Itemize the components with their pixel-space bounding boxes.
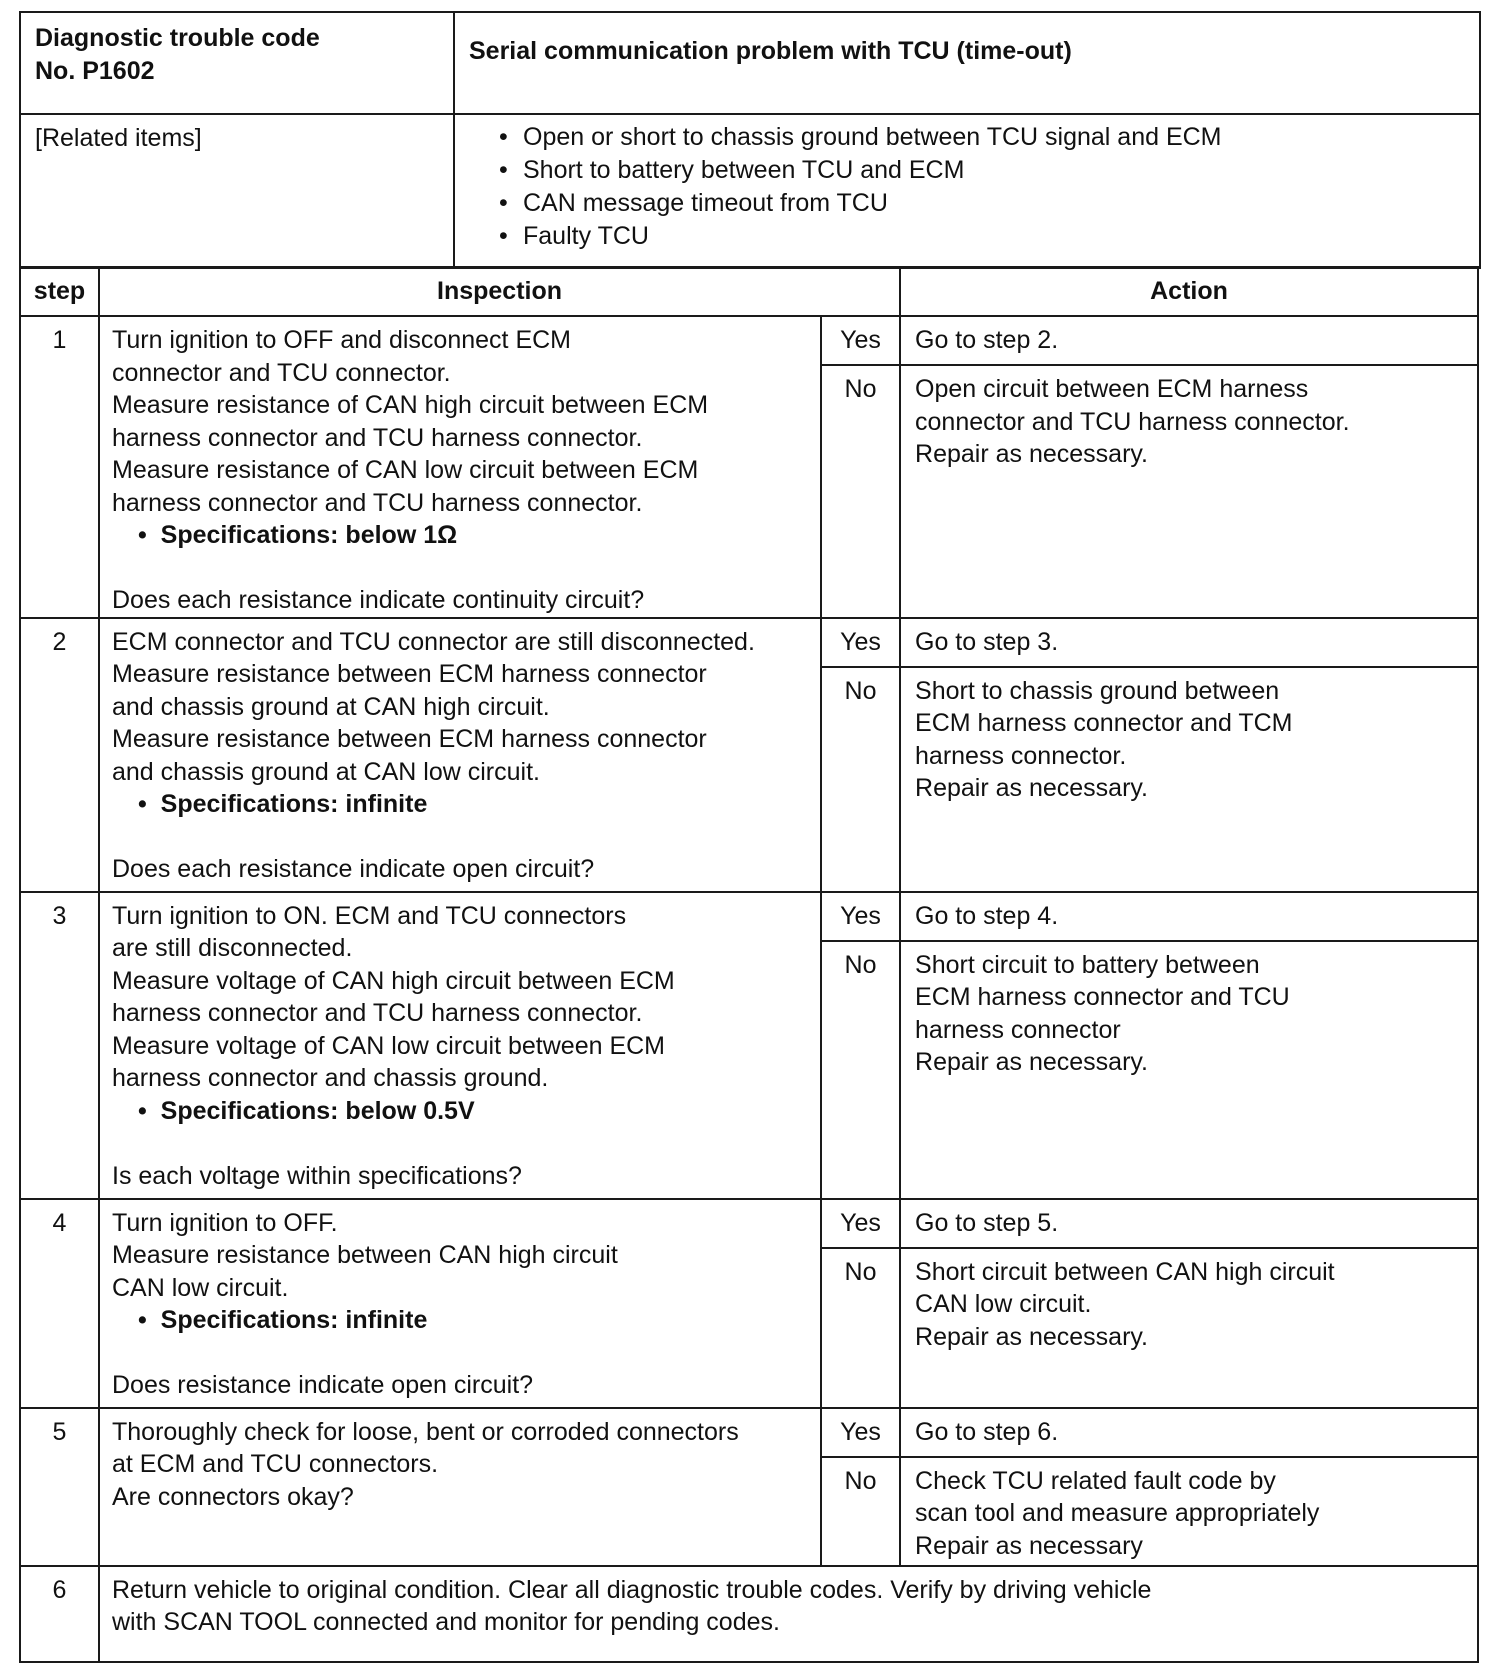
step-row (20, 316, 1478, 365)
action-line: harness connector (915, 1015, 1121, 1044)
no-action (900, 365, 1478, 618)
dtc-label: Diagnostic trouble code (35, 24, 320, 52)
no-action (900, 1248, 1478, 1408)
yes-action: Go to step 6. (900, 1408, 1478, 1457)
inspection-line: and chassis ground at CAN high circuit. (112, 692, 550, 721)
inspection-line: connector and TCU connector. (112, 358, 451, 387)
related-items-list (455, 115, 1479, 253)
step-number: 5 (20, 1408, 99, 1566)
dtc-number: No. P1602 (35, 57, 155, 85)
final-line: with SCAN TOOL connected and monitor for pending codes. (112, 1608, 780, 1636)
action-line: Repair as necessary. (915, 440, 1148, 468)
step-number: 1 (20, 316, 99, 618)
col-header-inspection: Inspection (99, 267, 900, 316)
inspection-line: harness connector and TCU harness connector. (112, 423, 643, 452)
inspection-line: Measure voltage of CAN low circuit between ECM (112, 1031, 666, 1060)
inspection-question: Does each resistance indicate continuity circuit? (112, 586, 645, 614)
step-row (20, 1199, 1478, 1248)
no-action (900, 1457, 1478, 1566)
yes-label: Yes (821, 1199, 900, 1248)
action-line: Repair as necessary. (915, 774, 1148, 802)
inspection-line: and chassis ground at CAN low circuit. (112, 757, 540, 786)
inspection-line: harness connector and TCU harness connector. (112, 999, 643, 1027)
action-line: connector and TCU harness connector. (915, 407, 1350, 436)
action-line: ECM harness connector and TCM (915, 709, 1293, 737)
related-item: • Open or short to chassis ground between TCU signal and ECM (495, 121, 1479, 154)
action-line: Repair as necessary. (915, 1048, 1148, 1076)
yes-label: Yes (821, 618, 900, 667)
step-row (20, 618, 1478, 667)
action-line: Repair as necessary (915, 1531, 1143, 1560)
inspection-line: Measure resistance of CAN low circuit between ECM (112, 456, 699, 484)
col-header-action: Action (900, 267, 1478, 316)
action-line: harness connector. (915, 741, 1127, 770)
inspection-line: Measure resistance of CAN high circuit between ECM (112, 391, 709, 419)
specification: • Specifications: below 0.5V (112, 1095, 808, 1128)
action-line: ECM harness connector and TCU (915, 983, 1290, 1011)
inspection-line: Turn ignition to ON. ECM and TCU connectors (112, 901, 627, 930)
step-number: 6 (20, 1566, 99, 1662)
related-items-label: [Related items] (20, 114, 454, 268)
no-label: No (821, 1248, 900, 1408)
action-line: Short circuit to battery between (915, 950, 1260, 979)
action-line: Short to chassis ground between (915, 676, 1280, 705)
action-line: Short circuit between CAN high circuit (915, 1257, 1335, 1286)
step-number: 4 (20, 1199, 99, 1408)
no-label: No (821, 667, 900, 892)
specification: • Specifications: infinite (112, 1304, 808, 1337)
dtc-code-cell (20, 12, 454, 114)
yes-action: Go to step 3. (900, 618, 1478, 667)
inspection-line: Measure resistance between ECM harness connector (112, 725, 707, 753)
step-inspection (99, 316, 821, 618)
inspection-line: Turn ignition to OFF and disconnect ECM (112, 326, 571, 354)
action-line: scan tool and measure appropriately (915, 1499, 1320, 1527)
no-action (900, 667, 1478, 892)
step-number: 3 (20, 892, 99, 1199)
dtc-header-table (19, 11, 1481, 269)
inspection-line: ECM connector and TCU connector are still disconnected. (112, 627, 755, 656)
yes-label: Yes (821, 892, 900, 941)
dtc-title: Serial communication problem with TCU (time-out) (454, 12, 1480, 114)
inspection-question: Does each resistance indicate open circuit? (112, 855, 595, 883)
related-item: • Faulty TCU (495, 220, 1479, 253)
action-line: Repair as necessary. (915, 1322, 1148, 1351)
yes-label: Yes (821, 316, 900, 365)
inspection-line: Measure resistance between CAN high circuit (112, 1241, 618, 1269)
step-inspection (99, 1199, 821, 1408)
specification: • Specifications: infinite (112, 788, 808, 821)
step-row (20, 1566, 1478, 1662)
no-label: No (821, 941, 900, 1199)
step-row (20, 1408, 1478, 1457)
inspection-line: Measure resistance between ECM harness connector (112, 660, 707, 688)
diagnostic-steps-table (19, 266, 1479, 1663)
step-number: 2 (20, 618, 99, 892)
step-inspection (99, 1408, 821, 1566)
inspection-line: harness connector and TCU harness connector. (112, 488, 643, 517)
specification: • Specifications: below 1Ω (112, 519, 808, 552)
yes-action: Go to step 2. (900, 316, 1478, 365)
related-items-cell (454, 114, 1480, 268)
yes-action: Go to step 5. (900, 1199, 1478, 1248)
no-label: No (821, 365, 900, 618)
inspection-line: Thoroughly check for loose, bent or corroded connectors (112, 1417, 739, 1446)
no-label: No (821, 1457, 900, 1566)
related-item: • CAN message timeout from TCU (495, 187, 1479, 220)
col-header-step: step (20, 267, 99, 316)
inspection-line: are still disconnected. (112, 934, 353, 962)
yes-label: Yes (821, 1408, 900, 1457)
no-action (900, 941, 1478, 1199)
step-row (20, 892, 1478, 941)
inspection-line: at ECM and TCU connectors. (112, 1450, 439, 1478)
final-line: Return vehicle to original condition. Clear all diagnostic trouble codes. Verify by driving vehicle (112, 1575, 1152, 1604)
action-line: Open circuit between ECM harness (915, 375, 1309, 403)
inspection-line: CAN low circuit. (112, 1273, 289, 1302)
inspection-line: harness connector and chassis ground. (112, 1064, 549, 1092)
inspection-line: Turn ignition to OFF. (112, 1208, 338, 1237)
inspection-line: Measure voltage of CAN high circuit between ECM (112, 966, 675, 995)
inspection-line: Are connectors okay? (112, 1482, 354, 1511)
inspection-question: Is each voltage within specifications? (112, 1161, 522, 1190)
action-line: Check TCU related fault code by (915, 1466, 1276, 1495)
related-item: • Short to battery between TCU and ECM (495, 154, 1479, 187)
yes-action: Go to step 4. (900, 892, 1478, 941)
inspection-question: Does resistance indicate open circuit? (112, 1371, 534, 1399)
action-line: CAN low circuit. (915, 1290, 1092, 1318)
step-inspection (99, 892, 821, 1199)
step-inspection (99, 618, 821, 892)
final-step-text (99, 1566, 1478, 1662)
